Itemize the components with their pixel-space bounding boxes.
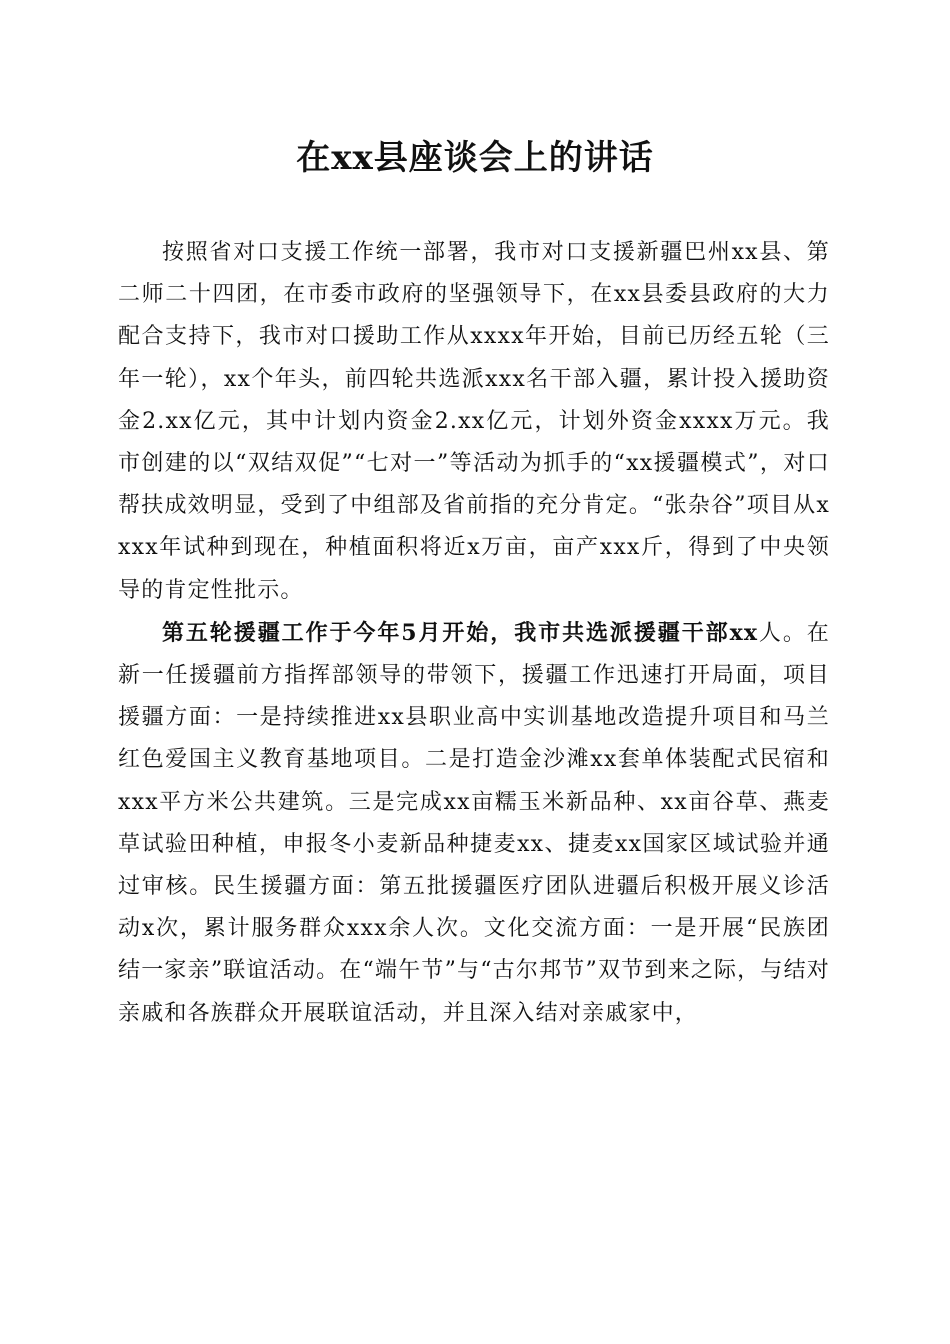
paragraph-2-lead: 第五轮援疆工作于今年5月开始，我市共选派援疆干部xx — [162, 619, 759, 646]
document-title: 在xx县座谈会上的讲话 — [296, 138, 654, 178]
paragraph-1: 按照省对口支援工作统一部署，我市对口支援新疆巴州xx县、第二师二十四团，在市委市政府的坚强领导下，在xx县委县政府的大力配合支持下，我市对口援助工作从xxxx年开始，目前已历经五轮（三年一轮），xx个年头，前四轮共选派xxx名干部入疆，累计投入援助资金2.xx亿元，其中计划内资金2.xx亿元，计划外资金xxxx万元。我市创建的以“双结双促”“七对一”等活动为抓手的“xx援疆模式”，对口帮扶成效明显，受到了中组部及省前指的充分肯定。“张杂谷”项目从xxxx年试种到现在，种植面积将近x万亩，亩产xxx斤，得到了中央领导的肯定性批示。 — [118, 240, 830, 603]
paragraph-2 — [118, 612, 830, 1035]
paragraph-2-text: 人。在新一任援疆前方指挥部领导的带领下，援疆工作迅速打开局面，项目援疆方面：一是持续推进xx县职业高中实训基地改造提升项目和马兰红色爱国主义教育基地项目。二是打造金沙滩xx套单体装配式民宿和xxx平方米公共建筑。三是完成xx亩糯玉米新品种、xx亩谷草、燕麦草试验田种植，申报冬小麦新品种捷麦xx、捷麦xx国家区域试验并通过审核。民生援疆方面：第五批援疆医疗团队进疆后积极开展义诊活动x次，累计服务群众xxx余人次。文化交流方面：一是开展“民族团结一家亲”联谊活动。在“端午节”与“古尔邦节”双节到来之际，与结对亲戚和各族群众开展联谊活动，并且深入结对亲戚家中， — [118, 620, 830, 1026]
document-body — [118, 232, 830, 1035]
